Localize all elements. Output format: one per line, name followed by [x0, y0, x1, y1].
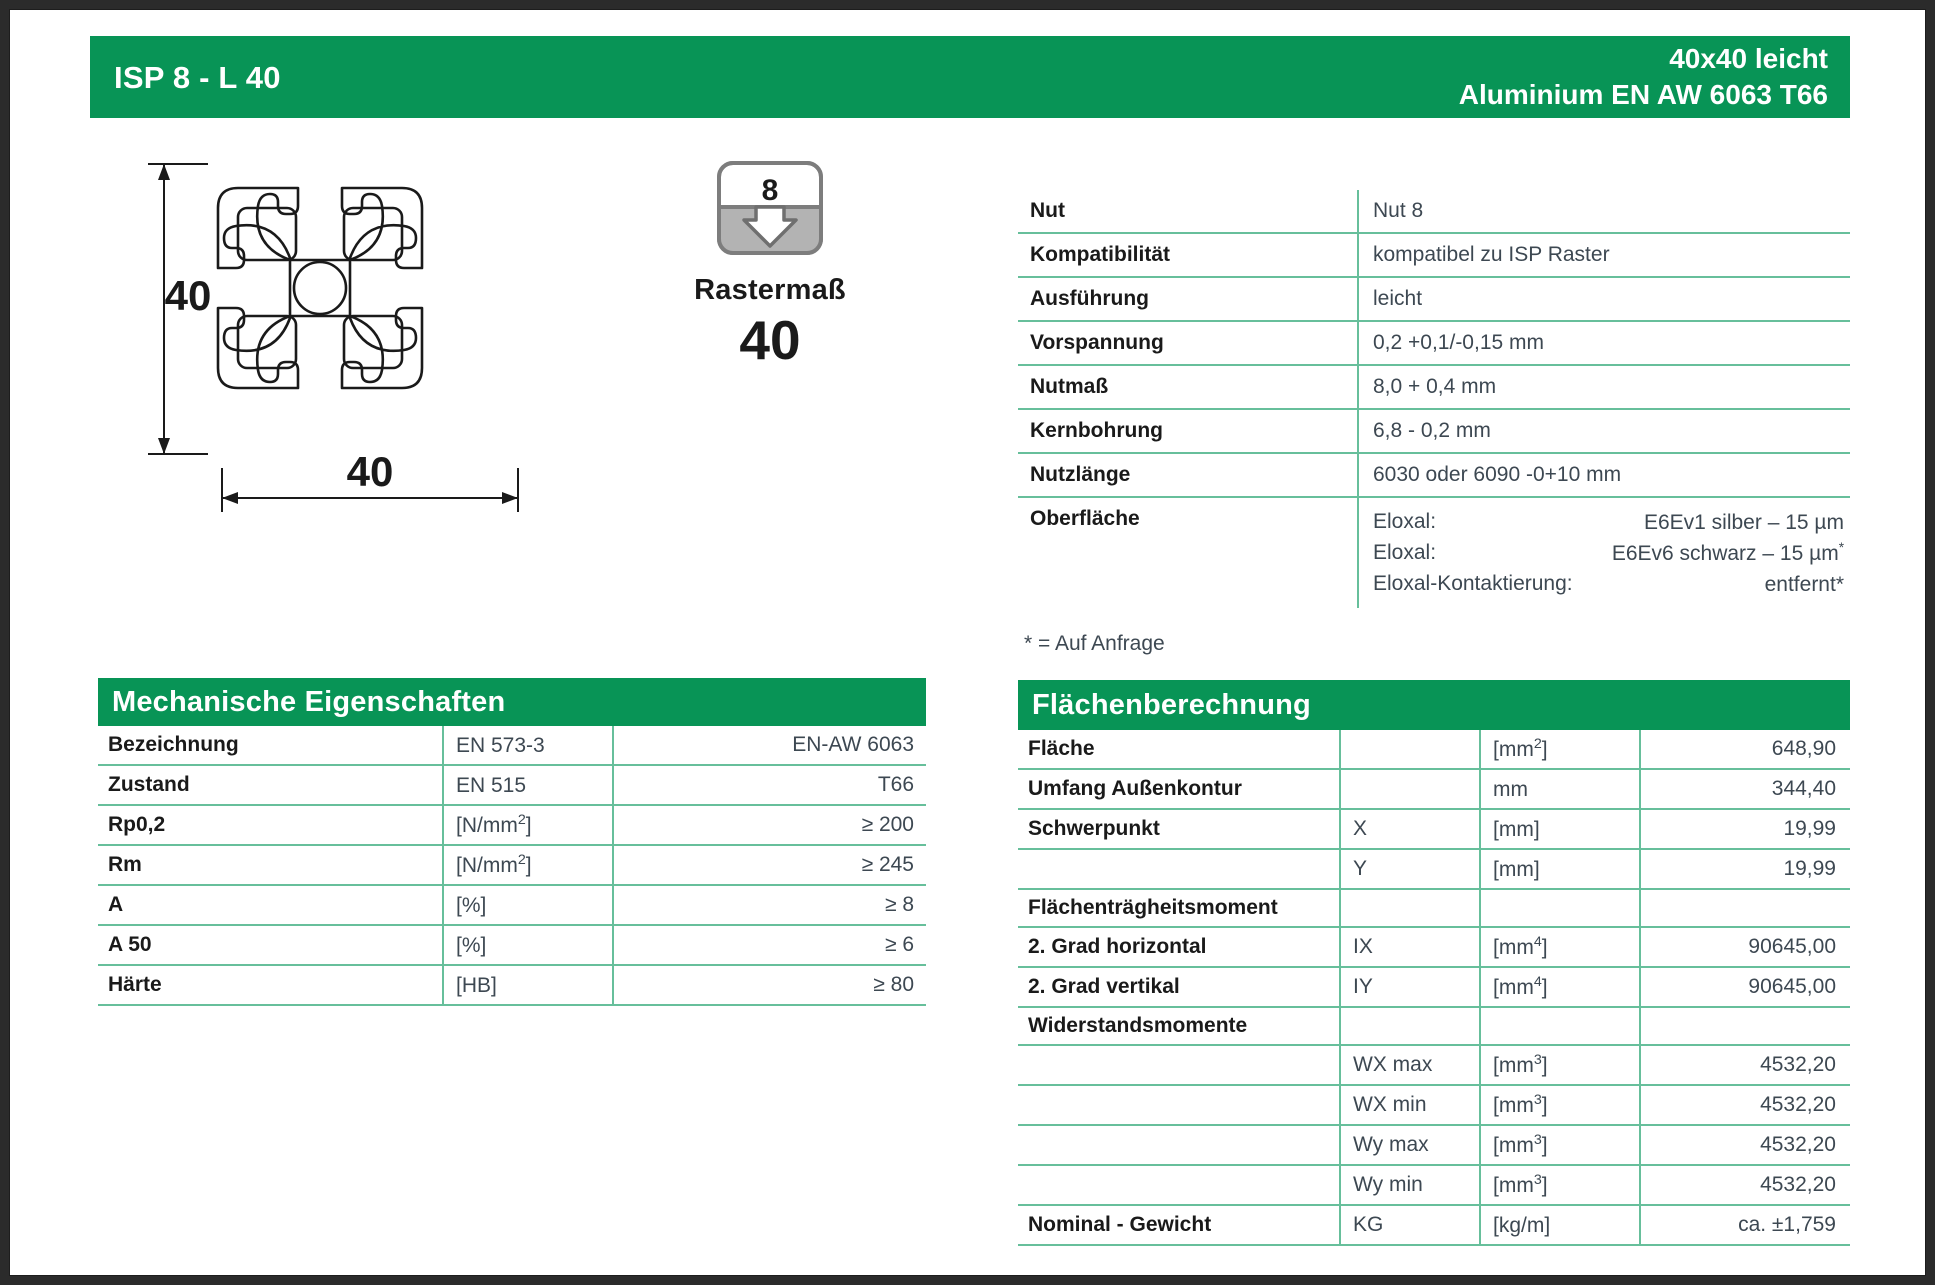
surface-value: E6Ev6 schwarz – 15 µm*: [1611, 539, 1844, 565]
area-symbol: Wy max: [1340, 1125, 1480, 1165]
surface-value: entfernt*: [1764, 572, 1844, 596]
table-row: [98, 726, 926, 765]
table-row: [1018, 809, 1850, 849]
rastermass-label: Rastermaß: [694, 274, 846, 306]
table-row-surface: [1018, 497, 1850, 608]
area-unit: $[mm^3]$: [1480, 1085, 1640, 1125]
center-bore: [294, 262, 346, 314]
mech-unit: [%]: [443, 885, 613, 925]
mech-unit: EN 515: [443, 765, 613, 805]
dim-arrow-down: [158, 438, 170, 454]
area-value: 4532,20: [1640, 1085, 1850, 1125]
product-material: Aluminium EN AW 6063 T66: [1458, 79, 1828, 110]
table-row: [1018, 233, 1850, 277]
area-symbol: WX max: [1340, 1045, 1480, 1085]
spec-value: 6,8 - 0,2 mm: [1358, 409, 1850, 453]
table-row: [98, 965, 926, 1005]
dim-arrow-up: [158, 164, 170, 180]
mechanical-properties-table: [98, 726, 926, 1006]
table-row: [1018, 453, 1850, 497]
table-row: [1018, 1205, 1850, 1245]
header-bar: [90, 36, 1850, 118]
area-value: 90645,00: [1640, 967, 1850, 1007]
spec-value: kompatibel zu ISP Raster: [1358, 233, 1850, 277]
table-row: [98, 765, 926, 805]
area-symbol: [1340, 889, 1480, 927]
spec-key: Nut: [1018, 190, 1358, 233]
area-symbol: WX min: [1340, 1085, 1480, 1125]
area-unit: [kg/m]: [1480, 1205, 1640, 1245]
mech-value: ≥ 80: [613, 965, 926, 1005]
area-unit: [1480, 1007, 1640, 1045]
datasheet-page: [9, 9, 1926, 1276]
table-row: [1018, 889, 1850, 927]
area-label: Flächenträgheitsmoment: [1018, 889, 1340, 927]
table-row: [98, 845, 926, 885]
area-value: 648,90: [1640, 730, 1850, 769]
area-label: Fläche: [1018, 730, 1340, 769]
area-label: [1018, 1165, 1340, 1205]
table-row: [1018, 1125, 1850, 1165]
mech-label: Rp0,2: [98, 805, 443, 845]
slot-size-8-icon: [716, 160, 824, 256]
table-row: [1018, 321, 1850, 365]
table-row: [1018, 927, 1850, 967]
spec-value: 0,2 +0,1/-0,15 mm: [1358, 321, 1850, 365]
area-value: 19,99: [1640, 849, 1850, 889]
product-code: ISP 8 - L 40: [114, 59, 281, 95]
spec-value: leicht: [1358, 277, 1850, 321]
spec-key: Kompatibilität: [1018, 233, 1358, 277]
surface-value: E6Ev1 silber – 15 µm: [1643, 511, 1844, 534]
mech-value: ≥ 200: [613, 805, 926, 845]
mech-value: ≥ 6: [613, 925, 926, 965]
table-row: [98, 925, 926, 965]
table-row: [1018, 277, 1850, 321]
mech-label: Härte: [98, 965, 443, 1005]
table-row: [1018, 1165, 1850, 1205]
mech-unit: [%]: [443, 925, 613, 965]
mechanical-properties-heading: Mechanische Eigenschaften: [98, 678, 926, 726]
table-row: [1018, 967, 1850, 1007]
area-label: 2. Grad vertikal: [1018, 967, 1340, 1007]
table-row: [1018, 409, 1850, 453]
area-symbol: [1340, 730, 1480, 769]
mech-unit: [HB]: [443, 965, 613, 1005]
area-label: 2. Grad horizontal: [1018, 927, 1340, 967]
table-row: [98, 805, 926, 845]
rastermass-value: 40: [739, 309, 801, 371]
spec-key: Ausführung: [1018, 277, 1358, 321]
profile-cross-section-drawing: [140, 150, 560, 530]
surface-label: Eloxal-Kontaktierung:: [1373, 571, 1573, 595]
area-unit: $[mm^3]$: [1480, 1165, 1640, 1205]
area-value: [1640, 889, 1850, 927]
spec-value: 6030 oder 6090 -0+10 mm: [1358, 453, 1850, 497]
area-unit: $[mm^3]$: [1480, 1125, 1640, 1165]
mech-value: T66: [613, 765, 926, 805]
spec-key-surface: Oberfläche: [1030, 507, 1140, 530]
table-row: [1018, 365, 1850, 409]
area-label: [1018, 1085, 1340, 1125]
mech-unit: EN 573-3: [443, 726, 613, 765]
table-row: [1018, 1007, 1850, 1045]
area-label: Umfang Außenkontur: [1018, 769, 1340, 809]
area-label: [1018, 849, 1340, 889]
area-unit: [mm]: [1480, 849, 1640, 889]
table-row: [1018, 769, 1850, 809]
area-label: [1018, 1125, 1340, 1165]
mech-unit: $[N/mm^2]$: [443, 845, 613, 885]
mech-value: EN-AW 6063: [613, 726, 926, 765]
area-unit: mm: [1480, 769, 1640, 809]
area-unit: $[mm^4]$: [1480, 927, 1640, 967]
spec-key: Nutmaß: [1018, 365, 1358, 409]
dim-arrow-right: [502, 492, 518, 504]
spec-value-surface: [1358, 497, 1850, 608]
area-symbol: X: [1340, 809, 1480, 849]
area-label: Schwerpunkt: [1018, 809, 1340, 849]
table-row: [1018, 730, 1850, 769]
area-symbol: [1340, 769, 1480, 809]
table-row: [1018, 1085, 1850, 1125]
table-row: [1018, 849, 1850, 889]
area-value: 4532,20: [1640, 1045, 1850, 1085]
surface-label: Eloxal:: [1373, 510, 1437, 533]
area-unit: $[mm^2]$: [1480, 730, 1640, 769]
spec-key: Vorspannung: [1018, 321, 1358, 365]
profile-outline: [218, 188, 422, 388]
height-dimension-label: 40: [164, 272, 212, 319]
area-symbol: KG: [1340, 1205, 1480, 1245]
area-unit: $[mm^4]$: [1480, 967, 1640, 1007]
footnote: * = Auf Anfrage: [1024, 632, 1165, 655]
area-value: [1640, 1007, 1850, 1045]
area-symbol: IX: [1340, 927, 1480, 967]
width-dimension-label: 40: [346, 448, 394, 495]
mech-label: A 50: [98, 925, 443, 965]
table-row: [1018, 190, 1850, 233]
area-calculation-table: [1018, 730, 1850, 1246]
area-value: 4532,20: [1640, 1165, 1850, 1205]
spec-value: Nut 8: [1358, 190, 1850, 233]
spec-value: 8,0 + 0,4 mm: [1358, 365, 1850, 409]
area-calculation-heading: Flächenberechnung: [1018, 680, 1850, 730]
table-row: [1018, 1045, 1850, 1085]
mech-label: Zustand: [98, 765, 443, 805]
slot-size-number: 8: [761, 174, 779, 207]
spec-key: Kernbohrung: [1018, 409, 1358, 453]
mechanical-properties-body: [98, 726, 926, 1005]
area-symbol: IY: [1340, 967, 1480, 1007]
area-value: 90645,00: [1640, 927, 1850, 967]
area-symbol: Wy min: [1340, 1165, 1480, 1205]
area-unit: $[mm^3]$: [1480, 1045, 1640, 1085]
surface-line: [1373, 538, 1850, 569]
mech-label: Rm: [98, 845, 443, 885]
area-value: ca. ±1,759: [1640, 1205, 1850, 1245]
area-value: 19,99: [1640, 809, 1850, 849]
surface-label: Eloxal:: [1373, 540, 1437, 564]
mech-value: ≥ 8: [613, 885, 926, 925]
rastermass-block: [670, 160, 870, 371]
area-label: Nominal - Gewicht: [1018, 1205, 1340, 1245]
mech-unit: $[N/mm^2]$: [443, 805, 613, 845]
product-size: 40x40 leicht: [1669, 43, 1828, 75]
surface-line: [1373, 569, 1850, 600]
area-calculation-body: [1018, 730, 1850, 1245]
area-label: Widerstandsmomente: [1018, 1007, 1340, 1045]
area-unit: [1480, 889, 1640, 927]
area-value: 4532,20: [1640, 1125, 1850, 1165]
area-symbol: [1340, 1007, 1480, 1045]
mech-label: Bezeichnung: [98, 726, 443, 765]
area-value: 344,40: [1640, 769, 1850, 809]
mech-value: ≥ 245: [613, 845, 926, 885]
specification-table: [1018, 190, 1850, 608]
product-description: [1459, 41, 1828, 113]
specification-table-body: [1018, 190, 1850, 608]
area-unit: [mm]: [1480, 809, 1640, 849]
mech-label: A: [98, 885, 443, 925]
spec-key: Nutzlänge: [1018, 453, 1358, 497]
surface-line: [1373, 507, 1850, 538]
area-label: [1018, 1045, 1340, 1085]
table-row: [98, 885, 926, 925]
area-symbol: Y: [1340, 849, 1480, 889]
dim-arrow-left: [222, 492, 238, 504]
